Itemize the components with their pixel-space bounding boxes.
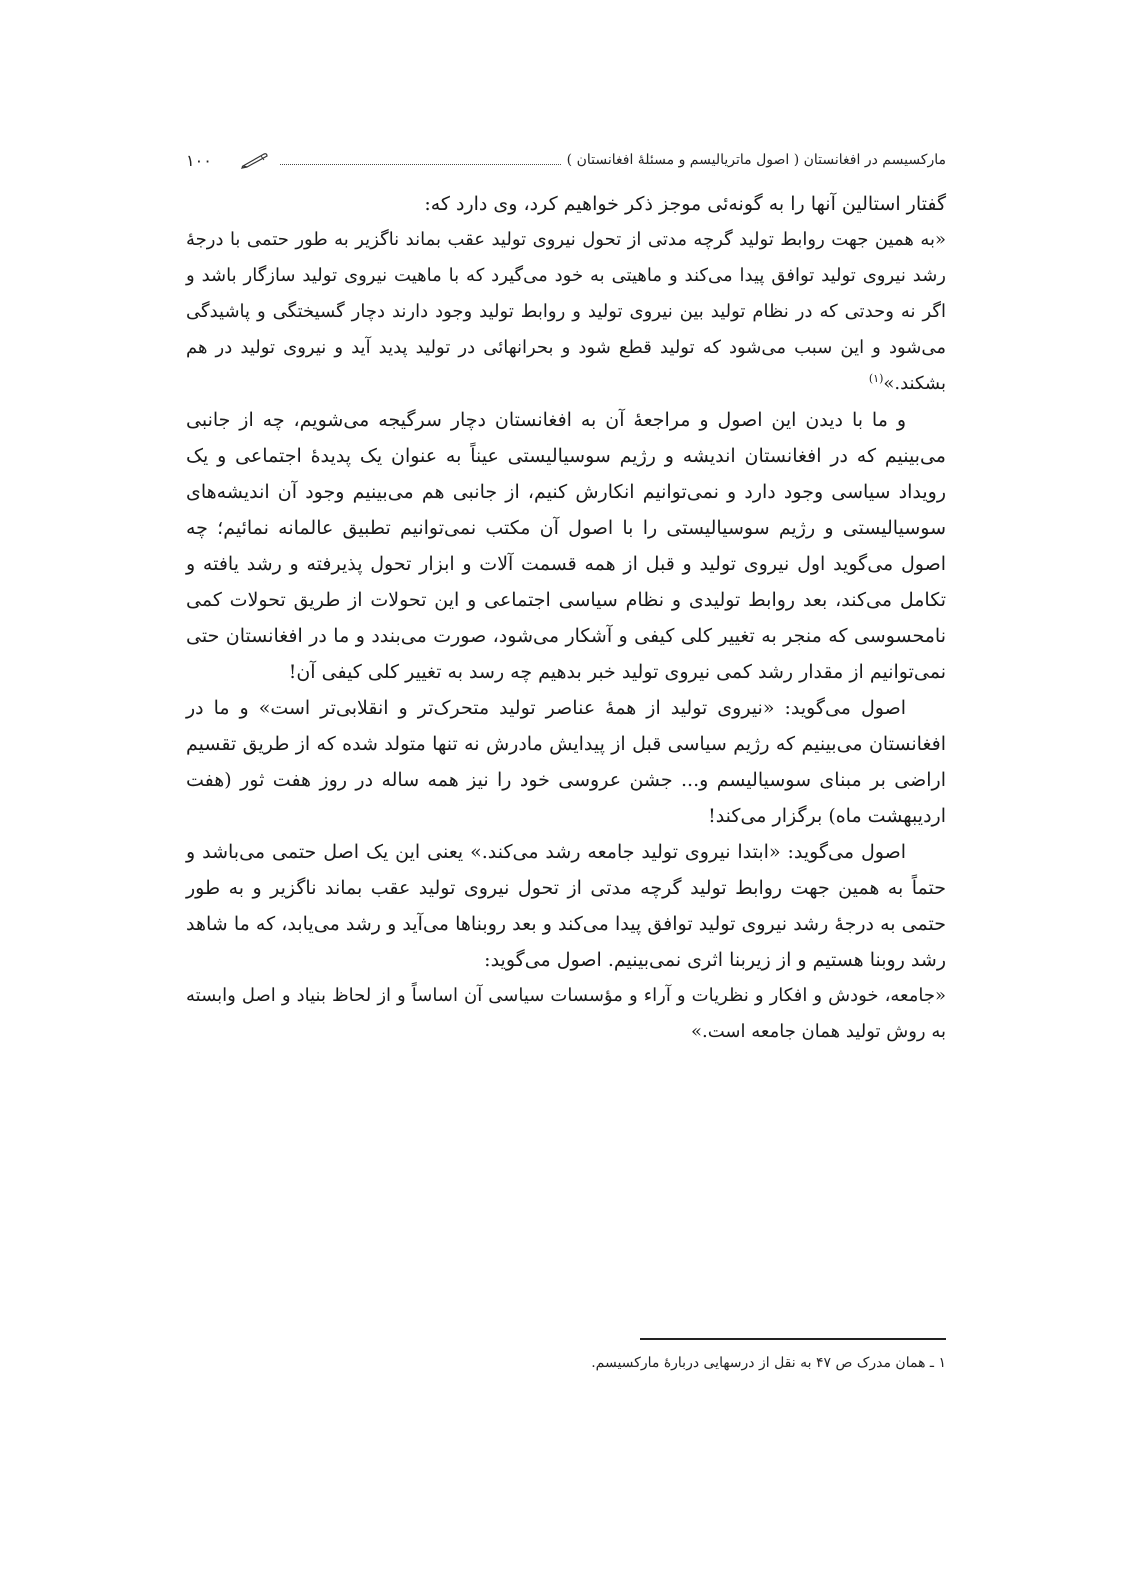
quote-text: «به همین جهت روابط تولید گرچه مدتی از تحول نیروی تولید عقب بماند ناگزیر به طور حتمی با درجهٔ رشد نیروی تولید توافق پیدا می‌کند و ماهیتی به خود می‌گیرد که با ماهیت نیروی تولید سازگار باشد و اگر نه وحدتی که در نظام تولید بین نیروی تولید و روابط تولید وجود دارند دچار گسیختگی و پاشیدگی می‌شود و این سبب می‌شود که تولید قطع شود و بحرانهائی در تولید پدید آید و نیروی تولید در هم بشکند.» bbox=[186, 229, 946, 394]
paragraph-intro: گفتار استالین آنها را به گونه‌ئی موجز ذکر خواهیم کرد، وی دارد که: bbox=[424, 193, 946, 215]
footnote-ref: (۱) bbox=[868, 372, 884, 385]
paragraph-quote-stalin bbox=[186, 222, 946, 402]
paragraph-production-force: اصول می‌گوید: «نیروی تولید از همهٔ عناصر تولید متحرک‌تر و انقلابی‌تر است» و ما در افغانستان می‌بینیم که رژیم سیاسی قبل از پیدایش مادرش نه تنها متولد شده که از طریق تقسیم اراضی بر مبنای سوسیالیسم و... جشن عروسی خود را نیز همه ساله در روز هفت ثور (هفت اردیبهشت ماه) برگزار می‌کند! bbox=[186, 697, 946, 827]
page-number: ۱۰۰ bbox=[186, 150, 212, 170]
page-header bbox=[186, 145, 946, 175]
footnote-separator bbox=[640, 1338, 946, 1340]
running-title: مارکسیسم در افغانستان ( اصول ماتریالیسم و مسئلهٔ افغانستان ) bbox=[566, 152, 946, 168]
body-text bbox=[186, 186, 946, 1050]
paragraph-analysis: و ما با دیدن این اصول و مراجعهٔ آن به افغانستان دچار سرگیجه می‌شویم، چه از جانبی می‌بینیم که در افغانستان اندیشه و رژیم سوسیالیستی عیناً به عنوان یک پدیدهٔ اجتماعی و یک رویداد سیاسی وجود دارد و نمی‌توانیم انکارش کنیم، از جانبی هم می‌بینیم وجود آن اندیشه‌های سوسیالیستی و رژیم سوسیالیستی را با اصول آن مکتب نمی‌توانیم تطبیق عالمانه نمائیم؛ چه اصول می‌گوید اول نیروی تولید و قبل از همه قسمت آلات و ابزار تحول پذیرفته و رشد یافته و تکامل می‌کند، بعد روابط تولیدی و نظام سیاسی اجتماعی و این تحولات از طریق تحولات کمی نامحسوسی که منجر به تغییر کلی کیفی و آشکار می‌شود، صورت می‌بندد و ما در افغانستان حتی نمی‌توانیم از مقدار رشد کمی نیروی تولید خبر بدهیم چه رسد به تغییر کلی کیفی آن! bbox=[186, 409, 946, 683]
footnote: ۱ ـ همان مدرک ص ۴۷ به نقل از درسهایی دربارهٔ مارکسیسم. bbox=[591, 1355, 946, 1371]
paragraph-principle: اصول می‌گوید: «ابتدا نیروی تولید جامعه رشد می‌کند.» یعنی این یک اصل حتمی می‌باشد و حتماً به همین جهت روابط تولید گرچه مدتی از تحول نیروی تولید عقب بماند ناگزیر و به طور حتمی به درجهٔ رشد نیروی تولید توافق پیدا می‌کند و بعد روبناها می‌آید و رشد می‌یابد، که ما شاهد رشد روبنا هستیم و از زیربنا اثری نمی‌بینیم. اصول می‌گوید: bbox=[186, 841, 946, 971]
header-dotted-leader bbox=[280, 164, 561, 165]
paragraph-quote-society: «جامعه، خودش و افکار و نظریات و آراء و مؤسسات سیاسی آن اساساً و از لحاظ بنیاد و اصل وابسته به روش تولید همان جامعه است.» bbox=[186, 985, 946, 1042]
pen-icon bbox=[240, 151, 270, 169]
